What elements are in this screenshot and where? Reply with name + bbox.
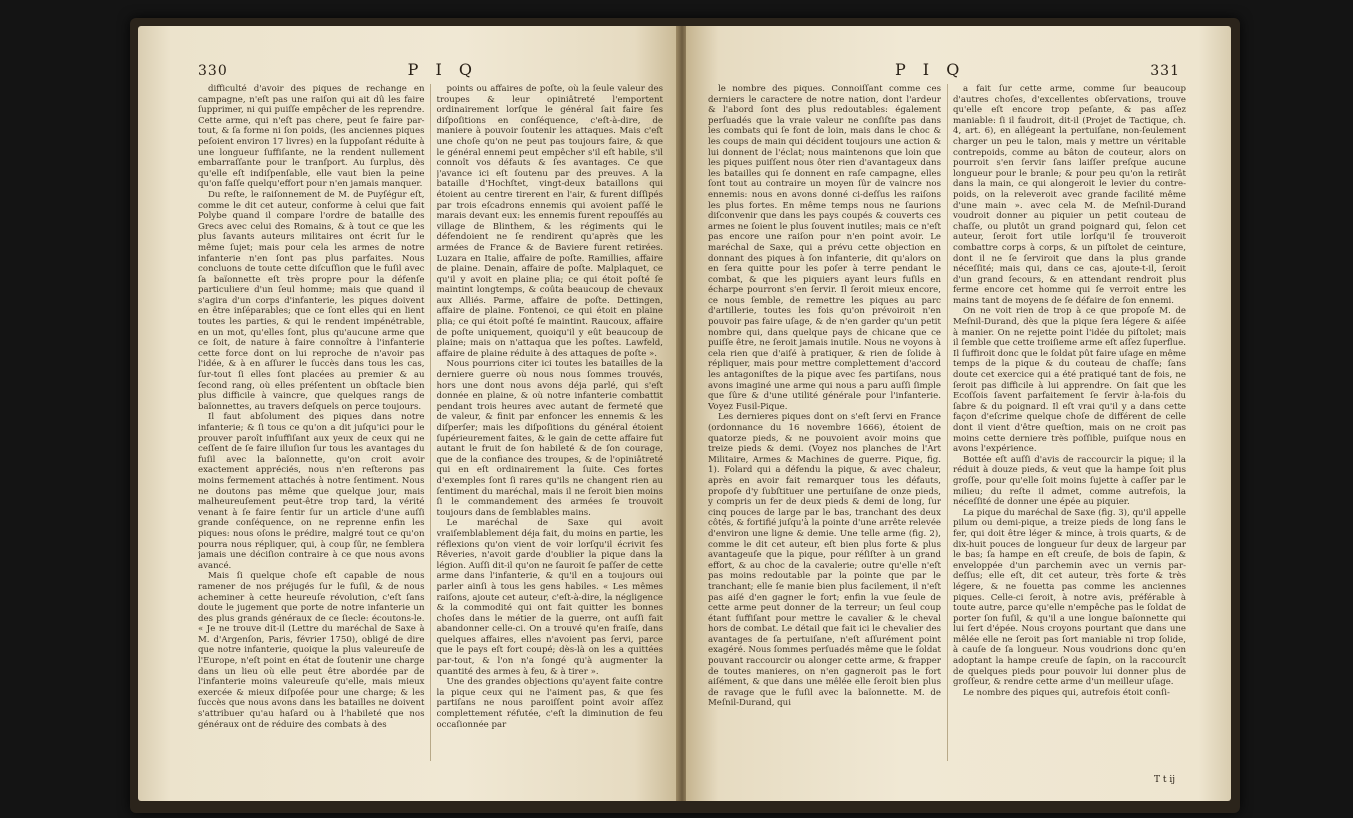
paragraph: le nombre des piques. Connoiſſant comme ces derniers le caractere de notre nation, dont l'ardeur & l'abord ſont des plus redoutables: également perſuadés que la vraie valeur ne conſiſte pas dans les combats qui ſe font de loin, mais dans le choc & les coups de main qui décident toujours une action & lui donnent de l'éclat; nous maintenons que loin que les piques puiſſent nous ôter rien d'avantageux dans les batailles qui ſe donnent en raſe campagne, elles ſont tout au contraire un moyen ſûr de vaincre nos ennemis: nous en avons donné ci-deſſus les raiſons les plus fortes. En même temps nous ne ſaurions diſconvenir que dans les pays coupés & couverts ces armes ne ſoient le plus ſouvent inutiles; mais ce n'eſt pas encore une raiſon pour n'en point avoir. Le maréchal de Saxe, qui a prévu cette objection en donnant des piques à ſon infanterie, dit qu'alors on en ſera quitte pour les poſer à terre pendant le combat, & que les piquiers ayant leurs fuſils en écharpe pourront s'en ſervir. Il ſeroit mieux encore, ce nous ſemble, de remettre les piques au parc d'artillerie, toutes les fois qu'on prévoiroit n'en pouvoir pas faire uſage, & de n'en garder qu'un petit nombre qui, dans quelque pays de chicane que ce puiſſe être, ne ſeroit jamais inutile. Nous ne voyons à cela rien que d'aiſé à pratiquer, & rien de ſolide à répliquer, mais pour mettre complettement d'accord les antagoniſtes de la pique avec ſes partiſans, nous avons imaginé une arme qui nous a paru auſſi ſimple que ſûre & d'une utilité générale pour l'infanterie. Voyez Fusil-Pique.	[708, 84, 941, 412]
paragraph: Il faut abſolument des piques dans notre infanterie; & ſi tous ce qu'on a dit juſqu'ici pour le prouver paroît inſuffiſant aux yeux de ceux qui ne ceſſent de ſe faire illuſion ſur tous les avantages du fuſil avec la baïonnette, qu'on croit avoir exactement appréciés, nous n'en reſterons pas moins fermement attachés à notre ſentiment. Nous ne doutons pas même que quelque jour, mais malheureuſement peut-être trop tard, la vérité venant à ſe faire ſentir ſur un article d'une auſſi grande conſéquence, on ne reprenne enfin les piques: nous oſons le prédire, malgré tout ce qu'on pourra nous répliquer, qui, à coup ſûr, ne ſemblera jamais une déciſion contraire à ce que nous avons avancé.	[198, 412, 425, 571]
text-column-2	[437, 84, 664, 791]
text-column-2	[953, 84, 1186, 791]
left-page-columns	[198, 84, 663, 791]
open-book	[130, 18, 1240, 813]
paragraph: Une des grandes objections qu'ayent faite contre la pique ceux qui ne l'aiment pas, & que ſes partiſans ne nous paroiſſent point avoir aſſez complettement réfutée, c'eſt la diminution de feu occaſionnée par	[436, 677, 663, 730]
right-page	[686, 26, 1231, 801]
page-number: 330	[198, 63, 228, 79]
paragraph: Bottée eſt auſſi d'avis de raccourcir la pique; il la réduit à douze pieds, & veut que la hampe ſoit plus groſſe, pour qu'elle ſoit moins ſujette à caſſer par le milieu; du reſte il admet, comme autrefois, la néceſſité de donner une épée au piquier.	[953, 454, 1186, 508]
page-number: 331	[1150, 63, 1180, 79]
paragraph: Le nombre des piques qui, autrefois étoit conſi-	[963, 687, 1170, 698]
right-page-columns	[708, 84, 1186, 791]
left-page	[138, 26, 678, 801]
paragraph: Mais ſi quelque choſe eſt capable de nous ramener de nos préjugés ſur le fuſil, & de nous acheminer à cette heureuſe révolution, c'eſt ſans doute le jugement que porte de notre infanterie un des plus grands généraux de ce ſiecle: écoutons-le. « Je ne trouve dit-il (Lettre du maréchal de Saxe à M. d'Argenſon, Paris, février 1750), obligé de dire que notre infanterie, quoique la plus valeureuſe de l'Europe, n'eſt point en état de ſoutenir une charge dans un lieu où elle peut être abordée par de l'infanterie moins valeureuſe qu'elle, mais mieux exercée & mieux diſpoſée pour une charge; & les ſuccès que nous avons dans les batailles ne doivent s'attribuer qu'au haſard ou à l'habileté que nos généraux ont de réduire des combats à des	[198, 571, 425, 730]
paragraph: On ne voit rien de trop à ce que propoſe M. de Meſnil-Durand, dès que la pique ſera légere & aiſée à manier. On ne rejette point l'idée du piſtolet; mais il ſemble que cette troiſieme arme eſt aſſez ſuperflue. Il ſuffiroit donc que le ſoldat pût faire uſage en même temps de la pique & du couteau de chaſſe; ſans doute cet exercice qui a été pratiqué tant de fois, ne ſeroit pas difficile à lui apprendre. On ſait que les Ecoſſois ſavent parfaitement ſe ſervir à-la-fois du ſabre & du poignard. Il eſt vrai qu'il y a dans cette façon d'eſcrime quelque choſe de différent de celle dont il vient d'être queſtion, mais on ne croit pas moins cette derniere très poſſible, puiſque nous en avons l'expérience.	[953, 306, 1186, 455]
running-head: P I Q	[407, 60, 479, 79]
text-column-1	[198, 84, 425, 791]
paragraph: difficulté d'avoir des piques de rechange en campagne, n'eſt pas une raiſon qui ait dû les faire ſupprimer, ni qui puiſſe empêcher de les reprendre. Cette arme, qui n'eſt pas chere, peut ſe faire par-tout, & ſa forme ni ſon poids, (les anciennes piques peſoient environ 17 livres) en la ſuppoſant réduite à une longueur ſuffiſante, ne la rendent nullement embarraſſante pour le tranſport. Au ſurplus, dès qu'elle eſt indiſpenſable, elle vaut bien la peine qu'on faſſe quelqu'effort pour n'en jamais manquer.	[198, 84, 425, 190]
left-page-header	[198, 60, 658, 86]
paragraph: Du reſte, le raiſonnement de M. de Puyſégur eſt, comme le dit cet auteur, conforme à celui que fait Polybe quand il compare l'ordre de bataille des Grecs avec celui des Romains, & à tout ce que les plus ſavants auteurs militaires ont écrit ſur le même ſujet; mais pour cela les armes de notre infanterie n'en ſont pas plus parfaites. Nous concluons de toute cette diſcuſſion que le fuſil avec ſa baïonnette eſt très propre pour la défenſe particuliere d'un ſeul homme; mais que quand il s'agira d'un corps d'infanterie, les piques doivent en être inſéparables; que ce ſont elles qui en lient toutes les parties, & qui le rendent impénétrable, en un mot, qu'elles ſont, plus qu'aucune arme que ce ſoit, de nature à faire connoître à l'infanterie cette force dont on lui reproche de n'avoir pas l'idée, & à en aſſurer le ſuccès dans tous les cas, ſur-tout ſi elles ſont placées au premier & au ſecond rang, où elles préſentent un obſtacle bien plus difficile à vaincre, que quelques rangs de baïonnettes, au travers deſquels on perce toujours.	[198, 189, 425, 412]
paragraph: La pique du maréchal de Saxe (fig. 3), qu'il appelle pilum ou demi-pique, a treize pieds de long ſans le fer, qui doit être léger & mince, à trois quarts, & de dix-huit pouces de longueur ſur deux de largeur par le bas; ſa hampe en eſt creuſe, de bois de ſapin, & enveloppée d'un parchemin avec un vernis par-deſſus; elle eſt, dit cet auteur, très forte & très légere, & ne fouetta pas comme les anciennes piques. Celle-ci ſeroit, à notre avis, préférable à toute autre, parce qu'elle n'empêche pas le ſoldat de porter ſon fuſil, & qu'il a une longue baïonnette qui lui ſert d'épée. Nous croyons pourtant que dans une mêlée elle ne ſeroit pas ſort maniable ni trop ſolide, à cauſe de ſa longueur. Nous voudrions donc qu'en adoptant la hampe creuſe de ſapin, on la raccourcît de quelques pieds pour pouvoir lui donner plus de groſſeur, & rendre cette arme d'un meilleur uſage.	[953, 507, 1186, 688]
running-head: P I Q	[894, 60, 966, 79]
text-column-1	[708, 84, 941, 791]
paragraph: points ou affaires de poſte, où la ſeule valeur des troupes & leur opiniâtreté l'emportent ordinairement lorſque le général ſait faire ſes diſpoſitions en conſéquence, c'eſt-à-dire, de maniere à pouvoir ſoutenir les attaques. Mais c'eſt une choſe qu'on ne peut pas toujours faire, & que le général ennemi peut empêcher s'il eſt habile, s'il connoît vos défauts & ſes avantages. Ce que j'avance ici eſt ſoutenu par des preuves. A la bataille d'Hochſtet, vingt-deux bataillons qui étoient au centre tirerent en l'air, & furent diſſipés par trois eſcadrons ennemis qui avoient paſſé le marais devant eux: les ennemis furent repouſſés au village de Blinthem, & les régiments qui le défendoient ne ſe rendirent qu'après que les armées de France & de Baviere furent retirées. Luzara en Italie, affaire de poſte. Ramillies, affaire de plaine. Denain, affaire de poſte. Malplaquet, ce qu'il y avoit en plaine plia; ce qui étoit poſté ſe maintint longtemps, & coûta beaucoup de chevaux aux Alliés. Parme, affaire de poſte. Dettingen, affaire de plaine. Fontenoi, ce qui étoit en plaine plia; ce qui étoit poſté ſe maintint. Raucoux, affaire de poſte uniquement, quoiqu'il y eût beaucoup de plaine; mais on n'attaqua que les poſtes. Lawfeld, affaire de plaine réduite à des attaques de poſte ».	[436, 84, 663, 359]
paragraph: Le maréchal de Saxe qui avoit vraiſemblablement déja fait, du moins en partie, les réflexions qu'on vient de voir lorſqu'il écrivit ſes Rêveries, n'avoit garde d'oublier la pique dans la légion. Auſſi dit-il qu'on ne ſauroit ſe paſſer de cette arme dans l'infanterie, & qu'il en a toujours oui parler ainſi à tous les gens habiles. « Les mêmes raiſons, ajoute cet auteur, c'eſt-à-dire, la négligence & la commodité qui ont fait quitter les bonnes choſes dans le métier de la guerre, ont auſſi fait abandonner celle-ci. On a trouvé qu'en fraiſe, dans quelques affaires, elles n'avoient pas ſervi, parce que le pays eſt fort coupé; dès-là on les a quittées par-tout, & l'on n'a ſongé qu'à augmenter la quantité des armes à feu, & à tirer ».	[436, 518, 663, 677]
paragraph: Nous pourrions citer ici toutes les batailles de la derniere guerre où nous nous ſommes trouvés, hors une dont nous avons déja parlé, qui s'eſt donnée en plaine, & où notre infanterie combattit pendant trois heures avec autant de fermeté que de valeur, & finit par enfoncer les ennemis & les diſperſer; mais les diſpoſitions du général étoient ſupérieurement faites, & le gain de cette affaire fut autant le fruit de ſon habileté & de ſon courage, que de la confiance des troupes, & de l'opiniâtreté qui en eſt ordinairement la ſuite. Ces fortes d'exemples ſont ſi rares qu'ils ne changent rien au ſentiment du maréchal, mais il ne ſeroit bien moins ſi le commandement des armées ſe trouvoit toujours dans de ſemblables mains.	[436, 359, 663, 518]
printer-signature: T t ij	[1153, 775, 1175, 785]
right-page-header	[710, 60, 1180, 86]
paragraph: a fait ſur cette arme, comme ſur beaucoup d'autres choſes, d'excellentes obſervations, trouve qu'elle eſt encore trop peſante, & pas aſſez maniable: ſi il faudroit, dit-il (Projet de Tactique, ch. 4, art. 6), en allégeant la pertuiſane, non-ſeulement charger un peu le talon, mais y mettre un véritable contrepoids, comme au bâton de couteur, alors on pourroit s'en ſervir ſans laiſſer preſque aucune longueur pour le branle; & pour peu qu'on la retirât dans la main, ce qui alongeroit le levier du contre-poids, on la releveroit avec grande facilité même d'une main ». avec cela M. de Meſnil-Durand voudroit donner au piquier un petit couteau de chaſſe, ou plutôt un grand poignard qui, ſelon cet auteur, ſeroit fort utile lorſqu'il ſe trouveroit combattre corps à corps, & un piſtolet de ceinture, dont il ne ſe ſerviroit que dans la plus grande néceſſité; mais qui, dans ce cas, ajoute-t-il, ſeroit d'un grand ſecours, & en attendant rendroit plus ferme encore cet homme qui ſe verroit entre les mains tant de moyens de ſe défaire de ſon ennemi.	[953, 84, 1186, 306]
paragraph: Les dernieres piques dont on s'eſt ſervi en France (ordonnance du 16 novembre 1666), étoient de quatorze pieds, & ne pouvoient avoir moins que treize pieds & demi. (Voyez nos planches de l'Art Militaire, Armes & Machines de guerre. Pique, fig. 1). Folard qui a défendu la pique, & avec chaleur, après en avoir fait remarquer tous les défauts, propoſe d'y ſubſtituer une pertuiſane de onze pieds, y compris un fer de deux pieds & demi de long, ſur cinq pouces de large par le bas, tranchant des deux côtés, & fortifié juſqu'à la pointe d'une arrête relevée d'environ une ligne & demie. Une telle arme (fig. 2), comme le dit cet auteur, eſt bien plus forte & plus avantageuſe que la pique, pour réſiſter à un grand effort, & au choc de la cavalerie; outre qu'elle n'eſt pas moins redoutable par la pointe que par le tranchant; elle ſe manie bien plus facilement, il n'eſt pas aiſé d'en gagner le fort; enfin la vue ſeule de cette arme peut donner de la terreur; un ſeul coup étant ſuffiſant pour mettre le cavalier & le cheval hors de combat. Le détail que fait ici le chevalier des avantages de ſa pertuiſane, n'eſt aſſurément point exagéré. Nous ſommes perſuadés même que le ſoldat pouvant raccourcir ou alonger cette arme, & frapper de toutes manieres, on n'en gagneroit pas le fort aiſément, & que dans une mêlée elle ſeroit bien plus de ravage que le fuſil avec la baïonnette. M. de Meſnil-Durand, qui	[708, 412, 941, 709]
